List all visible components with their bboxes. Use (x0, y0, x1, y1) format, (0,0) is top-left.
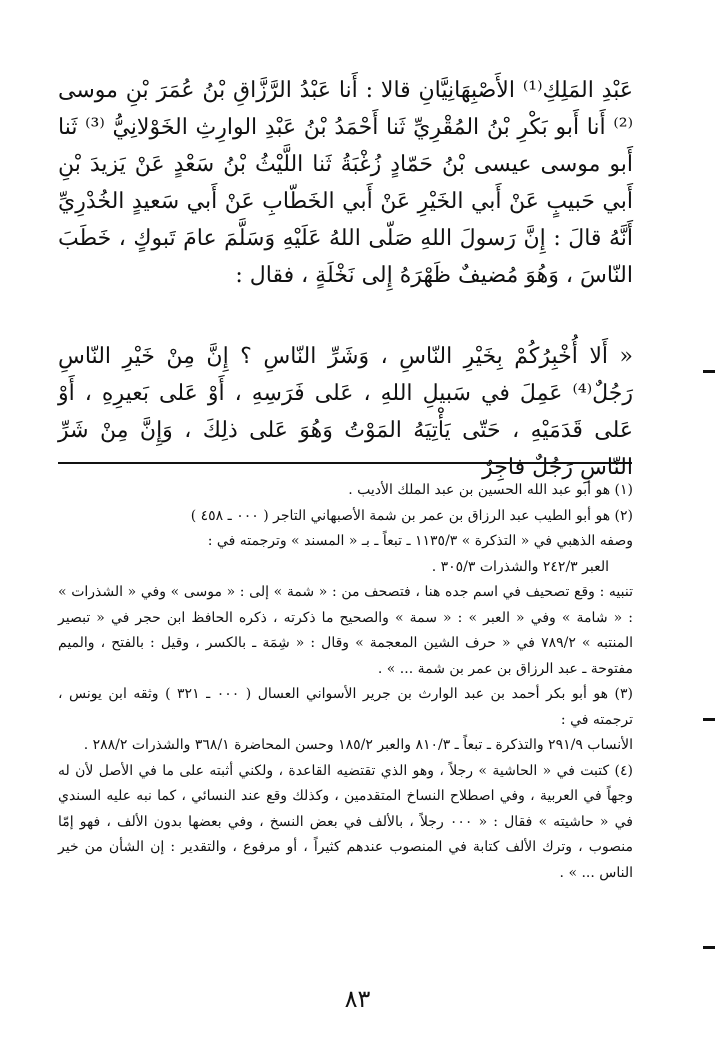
margin-mark (703, 370, 715, 373)
footnote-2-note: تنبيه : وقع تصحيف في اسم جده هنا ، فتصحف من : « شمة » إلى : « موسى » وفي « الشذرات » : « شامة » وفي « العبر » : « سمة » والصحيح ما ذكرته ، ذكره الحافظ ابن حجر في « تبصير المنتبه » ٧٨٩/٢ في « حرف الشين المعجمة » وقال : « شِمَة ـ بالكسر ، وقيل : بالفتح ، والميم مفتوحة ـ عبد الرزاق بن عمر بن شمة ... » . (58, 584, 633, 677)
footnote-1: (١) هو أبو عبد الله الحسين بن عبد الملك الأديب . (348, 482, 633, 498)
footnote-divider (58, 462, 632, 464)
page-number: ٨٣ (344, 985, 371, 1013)
margin-mark (703, 718, 715, 721)
footnote-2-cont: وصفه الذهبي في « التذكرة » ١١٣٥/٣ ـ تبعاً ـ بـ « المسند » وترجمته في : (207, 533, 633, 549)
margin-mark (703, 946, 715, 949)
main-text-block (58, 72, 633, 294)
main-paragraph: عَبْدِ المَلِكِ⁽¹⁾ الأَصْبِهَانِيَّانِ قالا : أَنا عَبْدُ الرَّزَّاقِ بْنُ عُمَرَ بْنِ موسى ⁽²⁾ أَنا أَبو بَكْرِ بْنُ المُقْرِيِّ ثَنا أَحْمَدُ بْنُ عَبْدِ الوارِثِ الخَوْلانِيُّ ⁽³⁾ ثَنا أَبو موسى عيسى بْنُ حَمّادٍ زُغْبَةُ ثَنا اللَّيْثُ بْنُ سَعْدٍ عَنْ يَزيدَ بْنِ أَبي حَبيبٍ عَنْ أَبي الخَيْرِ عَنْ أَبي الخَطّابِ عَنْ أَبي سَعيدٍ الخُدْرِيِّ أَنَّهُ قالَ : إِنَّ رَسولَ اللهِ صَلّى اللهُ عَلَيْهِ وَسَلَّمَ عامَ تَبوكٍ ، خَطَبَ النّاسَ ، وَهُوَ مُضيفٌ ظَهْرَهُ إِلى نَخْلَةٍ ، فقال : (58, 78, 633, 288)
hadith-quote: « أَلا أُخْبِرُكُمْ بِخَيْرِ النّاسِ ، وَشَرِّ النّاسِ ؟ إِنَّ مِنْ خَيْرِ النّاسِ رَجُلٌ⁽⁴⁾ عَمِلَ في سَبيلِ اللهِ ، عَلى فَرَسِهِ ، أَوْ عَلى بَعيرِهِ ، أَوْ عَلى قَدَمَيْهِ ، حَتّى يَأْتِيَهُ المَوْتُ وَهُوَ عَلى ذلِكَ ، وَإِنَّ مِنْ شَرِّ النّاسِ رَجُلٌ فاجِرٌ (58, 344, 633, 480)
footnote-2: (٢) هو أبو الطيب عبد الرزاق بن عمر بن شمة الأصبهاني التاجر ( ٠٠٠ ـ ٤٥٨ ) (190, 507, 633, 524)
footnote-3-refs: الأنساب ٢٩١/٩ والتذكرة ـ تبعاً ـ ٨١٠/٣ والعبر ١٨٥/٢ وحسن المحاضرة ٣٦٨/١ والشذرات ٢٨٨/٢ . (83, 737, 633, 753)
footnote-4: (٤) كتبت في « الحاشية » رجلاً ، وهو الذي تقتضيه القاعدة ، ولكني أثبته على ما في الأصل لأن له وجهاً في العربية ، وفي اصطلاح النساخ المتقدمين ، وكذلك وقع عند النسائي ، كما نبه عليه السندي في « حاشيته » فقال : « ٠٠٠ رجلاً ، بالألف في بعض النسخ ، وفي بعضها بدون الألف ، فهو إمّا منصوب ، وترك الألف كتابة في المنصوب عندهم كثيراً ، أو مرفوع ، والتقدير : إن الشأن من خير الناس ... » . (58, 762, 633, 881)
footnotes-block (58, 478, 633, 886)
footnote-2-refs: العبر ٢٤٢/٣ والشذرات ٣٠٥/٣ . (431, 558, 609, 575)
footnote-3: (٣) هو أبو بكر أحمد بن عبد الوارث بن جرير الأسواني العسال ( ٠٠٠ ـ ٣٢١ ) وثقه ابن يونس ، ترجمته في : (58, 686, 633, 728)
